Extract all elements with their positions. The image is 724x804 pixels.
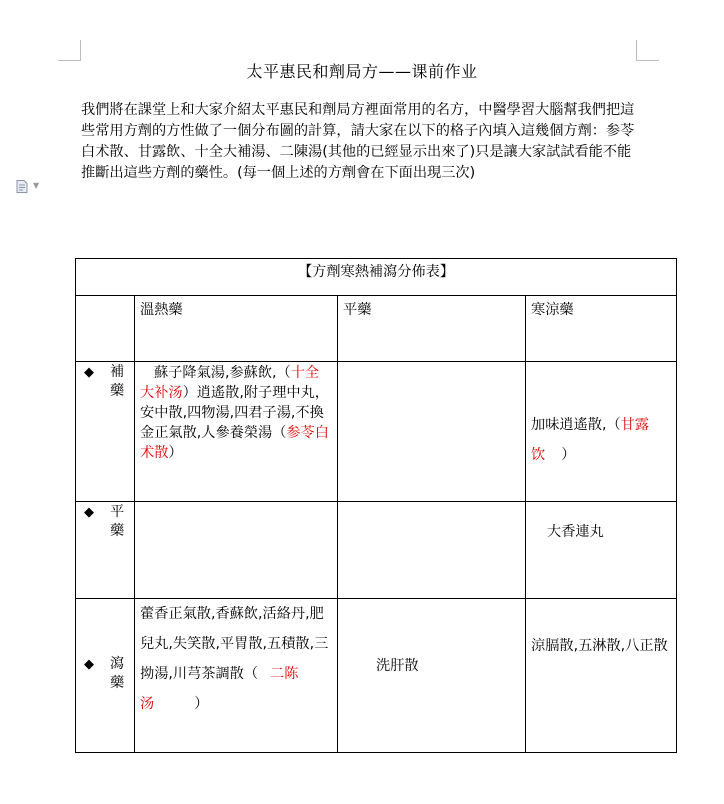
cell-tonify-warm[interactable]: 蘇子降氣湯,参蘇飲,（十全大补汤）逍遙散,附子理中丸，安中散,四物湯,四君子湯,不換金正氣散,人參養榮湯（参苓白术散） xyxy=(135,362,338,502)
answer-text: 十全大补汤 xyxy=(140,365,320,401)
col-header-cold: 寒涼藥 xyxy=(526,296,677,362)
row-label: 瀉藥 xyxy=(110,656,125,691)
row-header-neutral xyxy=(76,502,135,599)
crop-mark-top-right xyxy=(636,40,659,61)
diamond-bullet-icon: ◆ xyxy=(84,365,94,380)
table-row xyxy=(76,599,677,753)
distribution-table xyxy=(75,258,677,753)
answer-text: 二陈汤 xyxy=(140,666,299,712)
row-header-purge xyxy=(76,599,135,753)
col-header-warm: 溫熱藥 xyxy=(135,296,338,362)
row-label: 補藥 xyxy=(110,364,125,399)
table-caption: 【方劑寒熱補瀉分佈表】 xyxy=(76,259,677,296)
cell-neutral-warm[interactable] xyxy=(135,502,338,599)
row-label: 平藥 xyxy=(110,504,125,539)
answer-text: 甘露饮 xyxy=(531,417,650,463)
cell-purge-cold[interactable]: 涼膈散,五淋散,八正散 xyxy=(526,599,677,753)
corner-cell xyxy=(76,296,135,362)
intro-paragraph: 我們將在課堂上和大家介紹太平惠民和劑局方裡面常用的名方，中醫學習大腦幫我們把這些常用方劑的方性做了一個分布圖的計算，請大家在以下的格子內填入這幾個方劑：参苓白术散、甘露飲、十全大補湯、二陳湯(其他的已經显示出來了)只是讓大家試試看能不能推斷出這些方劑的藥性。(每一個上述的方劑會在下面出現三次) xyxy=(81,102,635,181)
table-row xyxy=(76,502,677,599)
col-header-neutral: 平藥 xyxy=(338,296,526,362)
paragraph-options-icon[interactable] xyxy=(16,180,28,193)
answer-text: 参苓白术散 xyxy=(140,425,329,461)
crop-mark-top-left xyxy=(58,40,81,61)
cell-neutral-cold[interactable]: 大香連丸 xyxy=(526,502,677,599)
cell-tonify-cold[interactable]: 加味逍遙散,（甘露饮 ） xyxy=(526,362,677,502)
page-title: 太平惠民和劑局方——课前作业 xyxy=(246,62,478,81)
cell-purge-warm[interactable]: 藿香正氣散,香蘇飲,活絡丹,肥兒丸,失笑散,平胃散,五積散,三拗湯,川芎茶調散（ 二陈汤 ） xyxy=(135,599,338,753)
cell-tonify-neutral[interactable] xyxy=(338,362,526,502)
diamond-bullet-icon: ◆ xyxy=(84,657,94,672)
row-header-tonify xyxy=(76,362,135,502)
cell-purge-neutral[interactable]: 洗肝散 xyxy=(338,599,526,753)
chevron-down-icon[interactable]: ▼ xyxy=(33,181,40,190)
cell-neutral-neutral[interactable] xyxy=(338,502,526,599)
diamond-bullet-icon: ◆ xyxy=(84,505,94,520)
table-row xyxy=(76,362,677,502)
